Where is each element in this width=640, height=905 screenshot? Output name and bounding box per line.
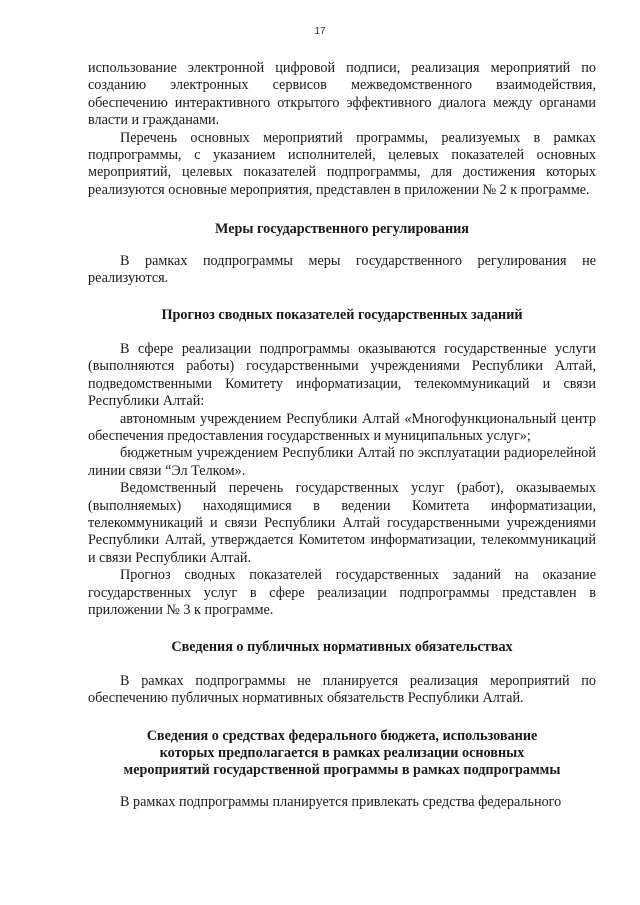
paragraph-continuation: использование электронной цифровой подписи, реализация мероприятий по созданию электронных сервисов межведомственного взаимодействия, обеспечению интерактивного открытого эффективного диалога между органами власти и гражданами.: [88, 60, 596, 129]
document-body: [88, 60, 596, 811]
heading-state-tasks-forecast: Прогноз сводных показателей государственных заданий: [161, 307, 523, 324]
heading-federal-budget: [88, 728, 596, 780]
paragraph-public-obligations: В рамках подпрограммы не планируется реализация мероприятий по обеспечению публичных нормативных обязательств Республики Алтай.: [88, 672, 596, 707]
heading-federal-budget-line1: Сведения о средствах федерального бюджета, использование: [146, 727, 538, 744]
heading-federal-budget-line3: мероприятий государственной программы в рамках подпрограммы: [123, 762, 561, 779]
paragraph-forecast-annex: Прогноз сводных показателей государственных заданий на оказание государственных услуг в сфере реализации подпрограммы представлен в приложении № 3 к программе.: [88, 567, 596, 618]
paragraph-mfc-institution: автономным учреждением Республики Алтай «Многофункциональный центр обеспечения предоставления государственных и муниципальных услуг»;: [88, 410, 596, 444]
heading-state-regulation: Меры государственного регулирования: [215, 221, 469, 238]
paragraph-el-telcom-institution: бюджетным учреждением Республики Алтай по эксплуатации радиорелейной линии связи “Эл Телком».: [88, 445, 596, 479]
paragraph-departmental-list: Ведомственный перечень государственных услуг (работ), оказываемых (выполняемых) находящимися в ведении Комитета информатизации, телекоммуникаций и связи Республики Алтай государственными учреждениями Республики Алтай, утверждается Комитетом информатизации, телекоммуникаций и связи Республики Алтай.: [88, 480, 596, 566]
paragraph-state-regulation: В рамках подпрограммы меры государственного регулирования не реализуются.: [88, 252, 596, 287]
page-number: 17: [314, 26, 326, 37]
heading-federal-budget-line2: которых предполагается в рамках реализации основных: [159, 745, 525, 761]
paragraph-state-services: В сфере реализации подпрограммы оказываются государственные услуги (выполняются работы) государственными учреждениями Республики Алтай, подведомственными Комитету информатизации, телекоммуникаций и связи Республики Алтай:: [88, 340, 596, 410]
paragraph-federal-budget: В рамках подпрограммы планируется привлекать средства федерального: [120, 793, 562, 810]
paragraph-activities-list: Перечень основных мероприятий программы, реализуемых в рамках подпрограммы, с указанием исполнителей, целевых показателей основных мероприятий, целевых показателей подпрограммы, для достижения которых реализуются основные мероприятия, представлен в приложении № 2 к программе.: [88, 129, 596, 198]
heading-public-obligations: Сведения о публичных нормативных обязательствах: [171, 639, 513, 656]
